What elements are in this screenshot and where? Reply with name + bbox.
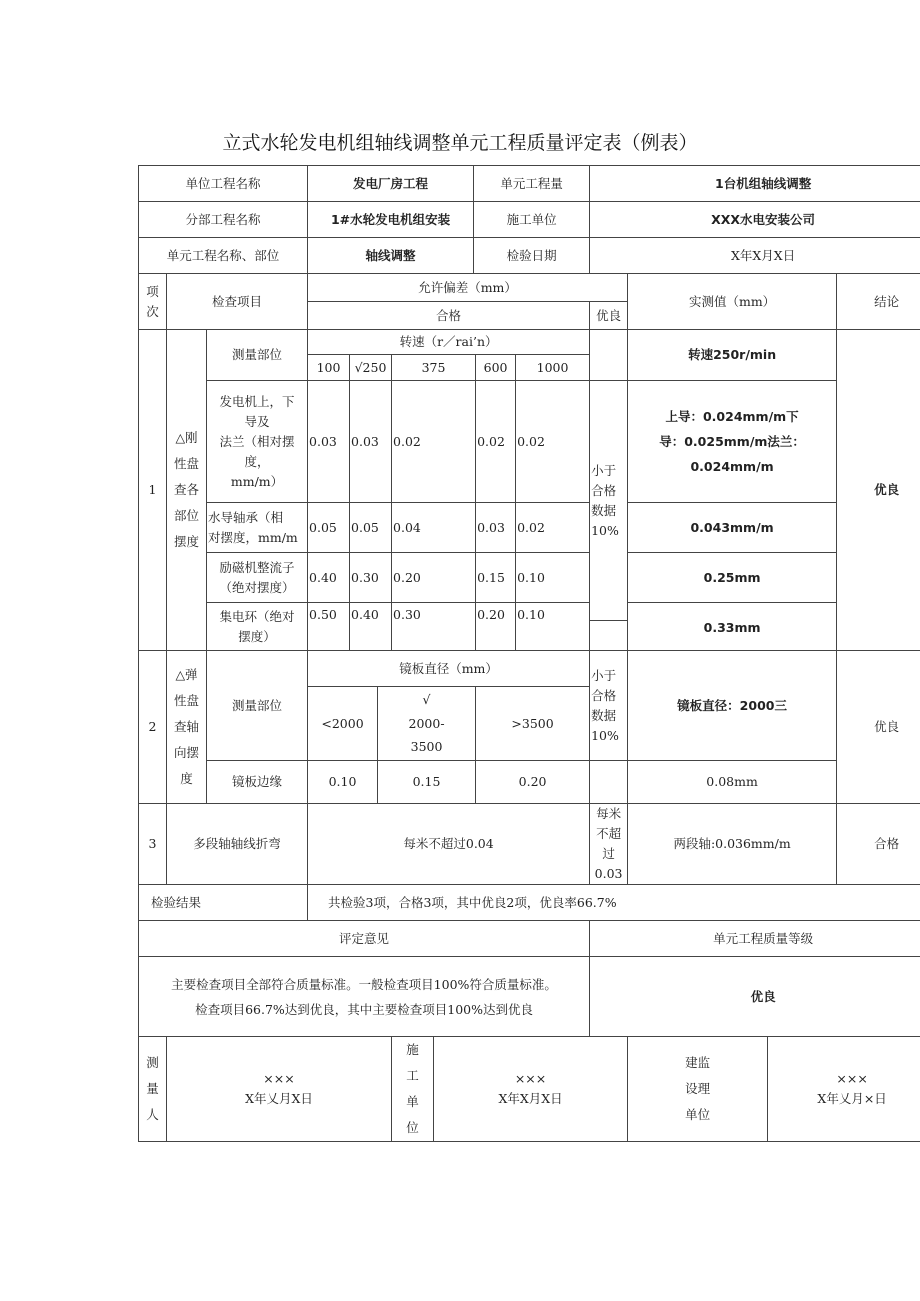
item1-row4-v250: 0.40	[350, 603, 392, 651]
item2-edge-v1: 0.10	[308, 761, 378, 804]
item2-name: △弹 性盘 查轴 向摆 度	[167, 651, 207, 804]
item3-no: 3	[139, 804, 167, 885]
item1-row3-part: 励磁机整流子 （绝对摆度）	[207, 553, 308, 603]
sub-project-name-value: 1#水轮发电机组安装	[308, 202, 474, 238]
item1-speed-375: 375	[392, 355, 476, 381]
item2-diameter-label-row	[139, 651, 920, 687]
item1-row-water-guide	[139, 503, 920, 553]
opinion-label: 评定意见	[139, 921, 590, 957]
item3-name: 多段轴轴线折弯	[167, 804, 308, 885]
inspection-date-value: X年X月X日	[590, 238, 920, 274]
contractor-value: XXX水电安装公司	[590, 202, 920, 238]
supervisor-sign: ×××	[836, 1071, 868, 1086]
item1-excellent-blank	[590, 330, 628, 381]
supervisor-date: X年乂月×日	[817, 1091, 887, 1106]
item1-speed-250: √250	[350, 355, 392, 381]
column-tolerance-header: 允许偏差（mm）	[308, 274, 628, 302]
item3-measured: 两段轴:0.036mm/m	[628, 804, 837, 885]
item1-row2-v250: 0.05	[350, 503, 392, 553]
item1-speed-600: 600	[476, 355, 516, 381]
item1-row-collector-a	[139, 603, 920, 621]
surveyor-signature	[167, 1037, 392, 1142]
unit-quantity-value: 1台机组轴线调整	[590, 166, 920, 202]
column-item-header: 检查项目	[167, 274, 308, 330]
surveyor-date: X年乂月X日	[245, 1091, 313, 1106]
item2-no: 2	[139, 651, 167, 804]
result-label: 检验结果	[139, 885, 308, 921]
item1-row3-v375: 0.20	[392, 553, 476, 603]
item1-row1-part: 发电机上，下 导及 法兰（相对摆 度， mm/m）	[207, 381, 308, 503]
grade-label: 单元工程质量等级	[590, 921, 920, 957]
contractor-date: X年X月X日	[498, 1091, 563, 1106]
result-text: 共检验3项，合格3项，其中优良2项，优良率66.7%	[308, 885, 920, 921]
column-header-row-1	[139, 274, 920, 302]
item1-row3-measured: 0.25mm	[628, 553, 837, 603]
surveyor-label: 测 量 人	[139, 1037, 167, 1142]
item2-measured-diameter: 镜板直径：2000三	[628, 651, 837, 761]
item1-measure-part-label: 测量部位	[207, 330, 308, 381]
grade-value: 优良	[590, 957, 920, 1037]
item1-row2-v1000: 0.02	[516, 503, 590, 553]
element-name-value: 轴线调整	[308, 238, 474, 274]
item1-speed-label-row	[139, 330, 920, 355]
unit-project-name-label: 单位工程名称	[139, 166, 308, 202]
item1-row2-part: 水导轴承（相 对摆度，mm/m	[207, 503, 308, 553]
item1-row2-v375: 0.04	[392, 503, 476, 553]
item2-edge-v3: 0.20	[476, 761, 590, 804]
item1-row2-measured: 0.043mm/m	[628, 503, 837, 553]
unit-project-name-value: 发电厂房工程	[308, 166, 474, 202]
item2-edge-measured: 0.08mm	[628, 761, 837, 804]
item2-edge-excellent-blank	[590, 761, 628, 804]
header-row-2	[139, 202, 920, 238]
opinion-text: 主要检查项目全部符合质量标准。一般检查项目100%符合质量标准。 检查项目66.7%达到优良，其中主要检查项目100%达到优良	[139, 957, 590, 1037]
item1-row2-v600: 0.03	[476, 503, 516, 553]
form-title: 立式水轮发电机组轴线调整单元工程质量评定表（例表）	[222, 132, 698, 154]
contractor-sign: ×××	[514, 1071, 547, 1086]
contractor-label: 施工单位	[474, 202, 590, 238]
item1-row4-measured: 0.33mm	[628, 603, 837, 651]
item1-row4-v1000: 0.10	[516, 603, 590, 651]
item1-name: △刚 性盘 查各 部位 摆度	[167, 330, 207, 651]
item1-row1-v250: 0.03	[350, 381, 392, 503]
item1-row4-part: 集电环（绝对 摆度）	[207, 603, 308, 651]
item2-edge-row	[139, 761, 920, 804]
item2-measure-part-label: 测量部位	[207, 651, 308, 761]
item3-row	[139, 804, 920, 885]
item1-measured-speed: 转速250r/min	[628, 330, 837, 381]
item2-diameter-mid: √ 2000- 3500	[378, 687, 476, 761]
item1-row4-v600: 0.20	[476, 603, 516, 651]
column-conclusion-header: 结论	[837, 274, 920, 330]
column-qualified-header: 合格	[308, 302, 590, 330]
signature-row	[139, 1037, 920, 1142]
item2-conclusion: 优良	[837, 651, 920, 804]
item1-row-exciter	[139, 553, 920, 603]
header-row-3	[139, 238, 920, 274]
sub-project-name-label: 分部工程名称	[139, 202, 308, 238]
contractor-signature	[434, 1037, 628, 1142]
column-no-header: 项 次	[139, 274, 167, 330]
supervisor-label: 建监 设理 单位	[628, 1037, 768, 1142]
column-measured-header: 实测值（mm）	[628, 274, 837, 330]
quality-assessment-table	[138, 165, 920, 1142]
item3-qualified: 每米不超过0.04	[308, 804, 590, 885]
supervisor-signature	[768, 1037, 920, 1142]
item1-row1-measured: 上导：0.024mm/m下 导：0.025mm/m法兰： 0.024mm/m	[628, 381, 837, 503]
evaluation-content-row	[139, 957, 920, 1037]
item1-row1-v1000: 0.02	[516, 381, 590, 503]
evaluation-header-row	[139, 921, 920, 957]
item1-row1-v600: 0.02	[476, 381, 516, 503]
item1-row2-v100: 0.05	[308, 503, 350, 553]
unit-quantity-label: 单元工程量	[474, 166, 590, 202]
item2-diameter-small: <2000	[308, 687, 378, 761]
item1-row1-v375: 0.02	[392, 381, 476, 503]
item1-excellent-criterion: 小于合格 数据10%	[590, 381, 628, 621]
header-row-1	[139, 166, 920, 202]
item1-speed-label: 转速（r／rai’n）	[308, 330, 590, 355]
item2-diameter-large: >3500	[476, 687, 590, 761]
item1-conclusion: 优良	[837, 330, 920, 651]
inspection-date-label: 检验日期	[474, 238, 590, 274]
item1-row4-v100: 0.50	[308, 603, 350, 651]
item1-row-generator	[139, 381, 920, 503]
item1-speed-1000: 1000	[516, 355, 590, 381]
item1-row3-v600: 0.15	[476, 553, 516, 603]
item1-no: 1	[139, 330, 167, 651]
item1-row3-v100: 0.40	[308, 553, 350, 603]
item2-diameter-label: 镜板直径（mm）	[308, 651, 590, 687]
item2-excellent-criterion: 小于合格 数据10%	[590, 651, 628, 761]
column-excellent-header: 优良	[590, 302, 628, 330]
item1-row3-v1000: 0.10	[516, 553, 590, 603]
result-row	[139, 885, 920, 921]
item1-row1-v100: 0.03	[308, 381, 350, 503]
item2-edge-v2: 0.15	[378, 761, 476, 804]
contractor-sign-label: 施 工 单 位	[392, 1037, 434, 1142]
item1-row3-v250: 0.30	[350, 553, 392, 603]
item1-row4-v375: 0.30	[392, 603, 476, 651]
element-name-label: 单元工程名称、部位	[139, 238, 308, 274]
item3-excellent: 每米不超 过0.03	[590, 804, 628, 885]
surveyor-sign: ×××	[263, 1071, 295, 1086]
item1-speed-100: 100	[308, 355, 350, 381]
item3-conclusion: 合格	[837, 804, 920, 885]
item2-edge-label: 镜板边缘	[207, 761, 308, 804]
